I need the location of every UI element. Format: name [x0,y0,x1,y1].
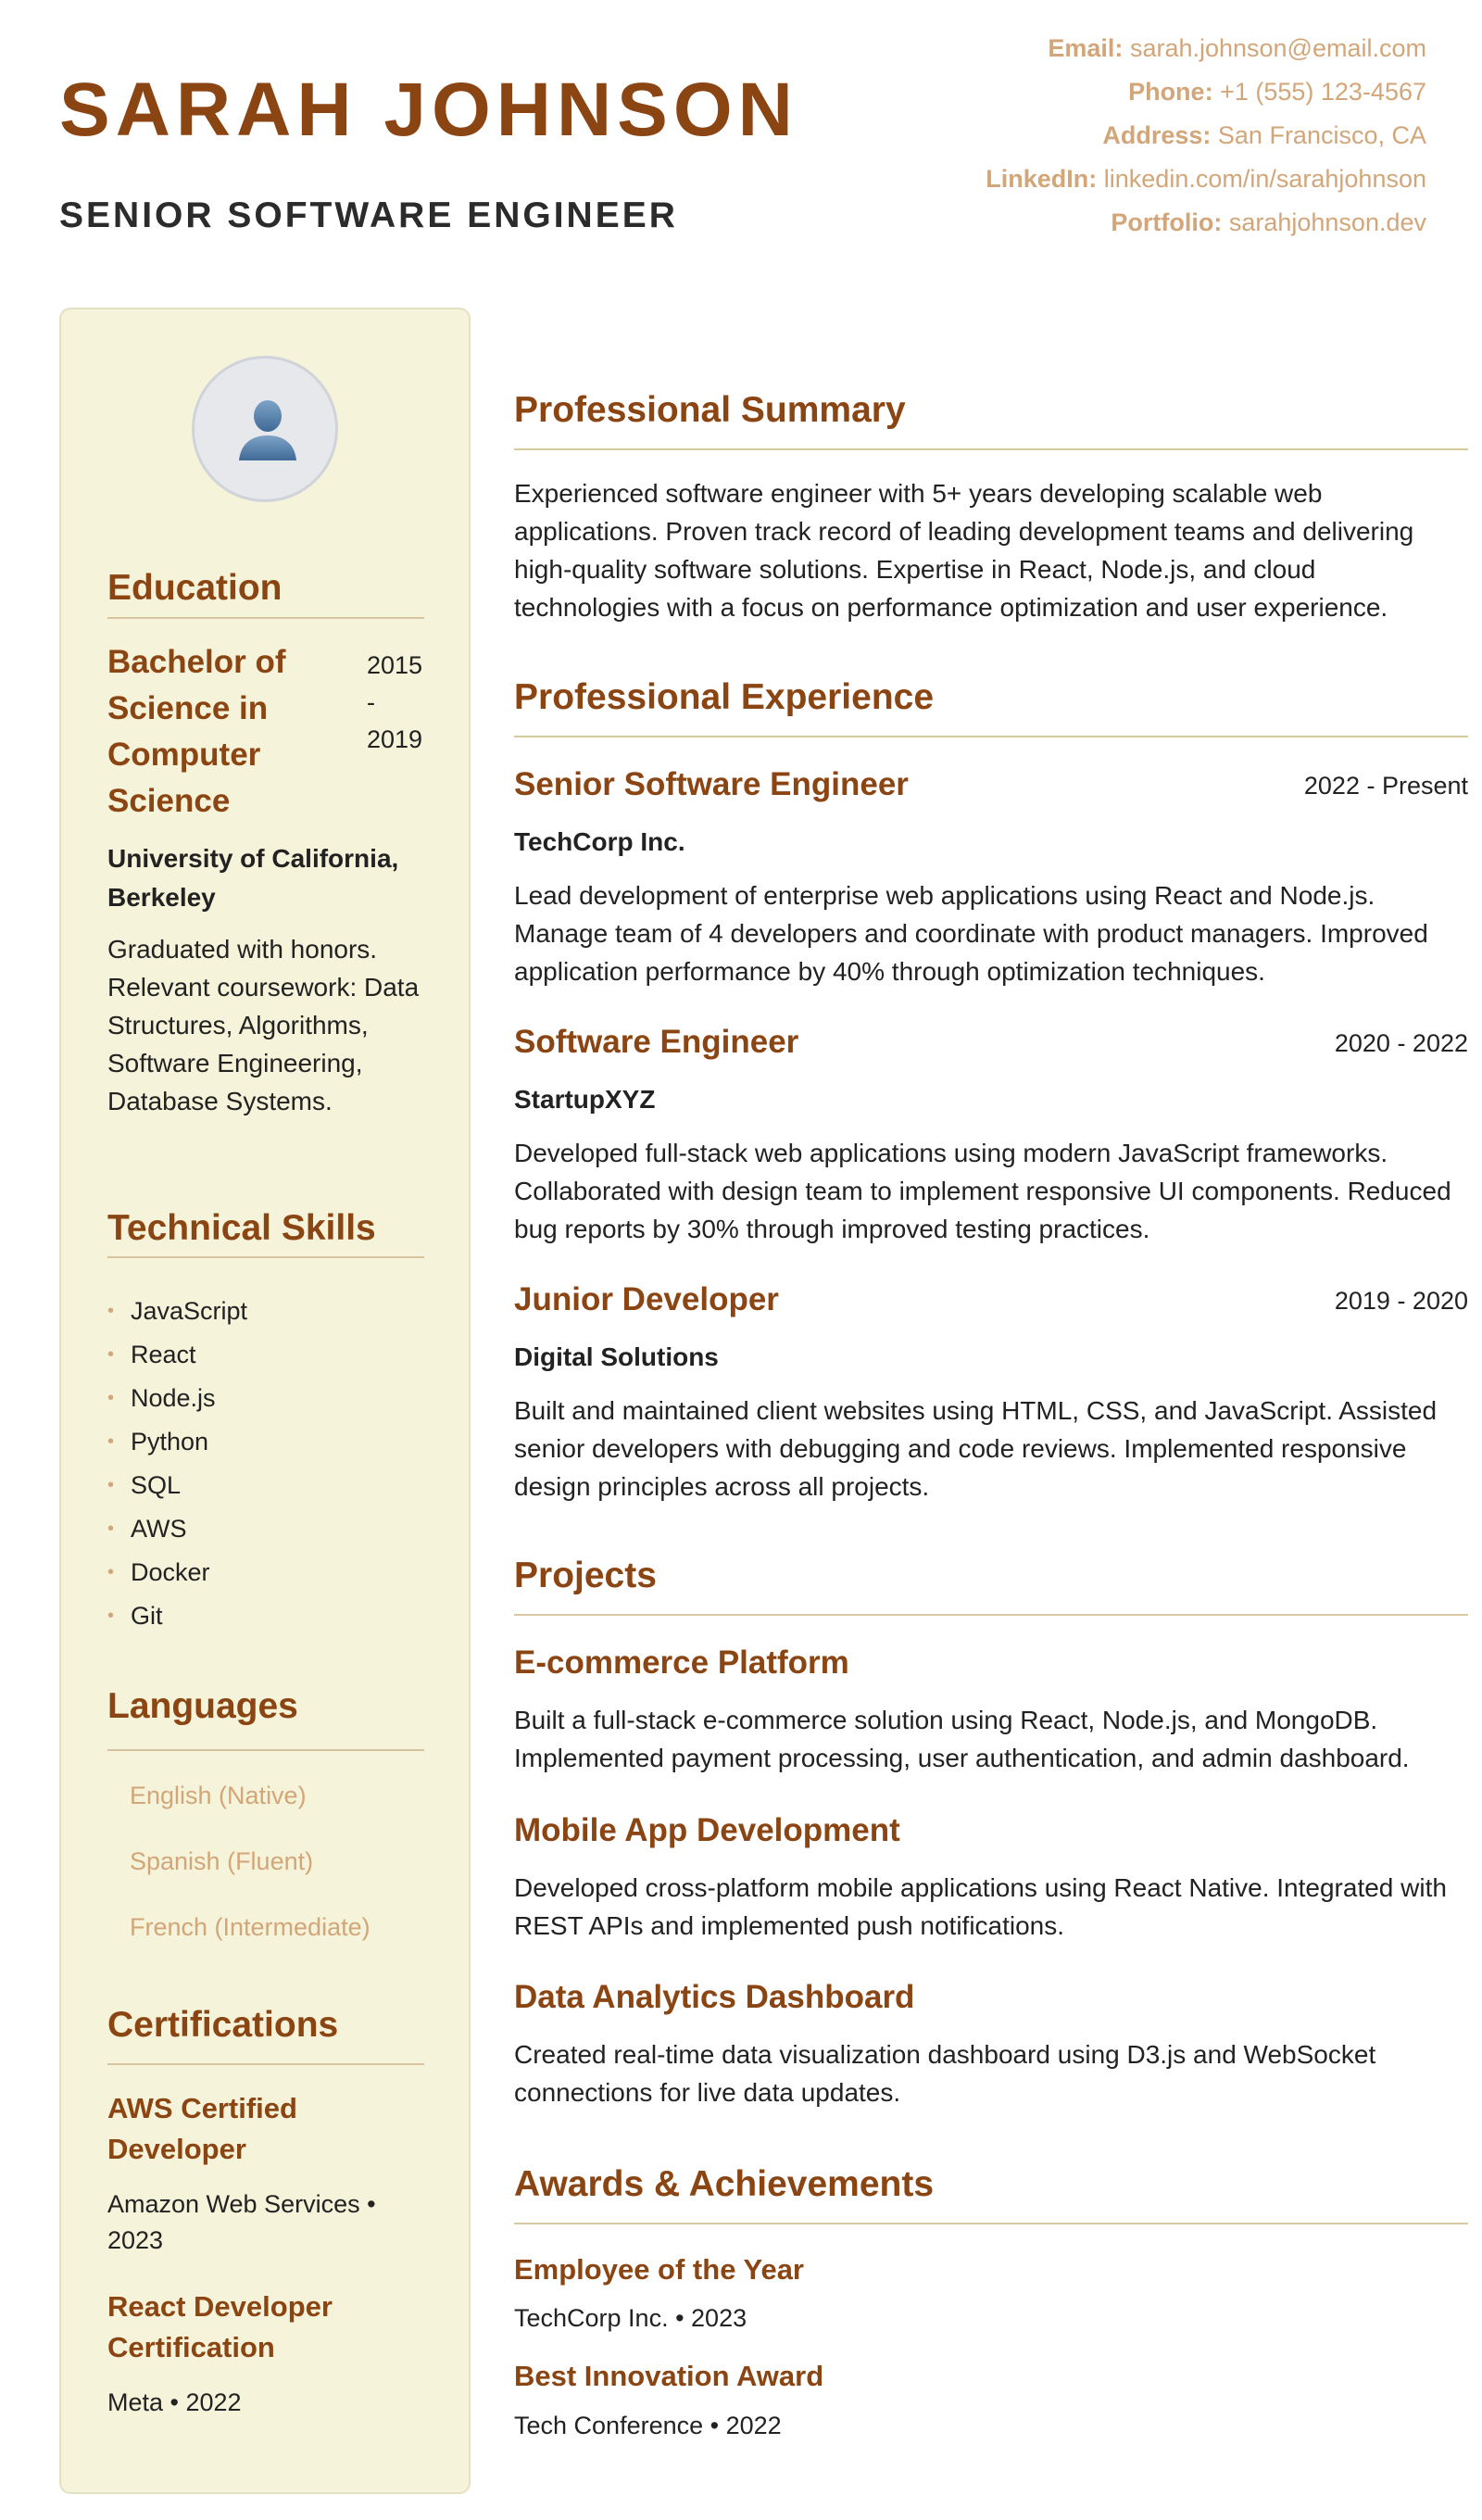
language-item: English (Native) [130,1782,307,1809]
skill-label: Docker [131,1558,210,1586]
contact-email [986,32,1426,75]
job-description: Built and maintained client websites using HTML, CSS, and JavaScript. Assisted senior developers with debugging and code reviews. Implemented responsive design principles across all projects. [514,1396,1438,1501]
language-item: French (Intermediate) [130,1913,370,1941]
contact-email-label: Email: [1048,34,1124,62]
award-title: Employee of the Year [514,2253,804,2286]
skills-list [107,1294,247,1643]
skill-label: AWS [131,1515,187,1543]
certifications-heading: Certifications [107,2005,339,2045]
award-title: Best Innovation Award [514,2360,824,2392]
job-title: Senior Software Engineer [514,766,909,802]
experience-heading: Professional Experience [514,677,935,717]
skill-label: Python [131,1428,209,1455]
education-description: Graduated with honors. Relevant coursework: Data Structures, Algorithms, Software Engineering, Database Systems. [107,935,420,1115]
skill-label: JavaScript [131,1297,248,1325]
skill-label: Git [131,1602,163,1630]
languages-heading: Languages [107,1686,298,1726]
skill-label: Node.js [131,1384,216,1412]
contact-linkedin-value[interactable]: linkedin.com/in/sarahjohnson [1103,165,1426,193]
list-item: • Python [107,1428,209,1455]
resume-header [0,0,1482,296]
certification-name: AWS Certified Developer [107,2092,297,2165]
list-item: • Git [107,1602,163,1630]
job-company: StartupXYZ [514,1085,656,1114]
contact-address-label: Address: [1102,121,1212,149]
job-title: Junior Developer [514,1281,779,1317]
certifications-divider [107,2063,424,2065]
project-description: Developed cross-platform mobile applications using React Native. Integrated with REST APIs and implemented push notifications. [514,1873,1447,1940]
experience-divider [514,736,1468,737]
award-meta: TechCorp Inc. • 2023 [514,2304,747,2332]
project-title: E-commerce Platform [514,1644,849,1681]
contact-portfolio [986,206,1426,249]
list-item: • React [107,1341,196,1368]
list-item: • JavaScript [107,1297,248,1325]
education-divider [107,617,424,619]
awards-divider [514,2223,1468,2224]
job-dates: 2022 - Present [1303,772,1468,800]
job-company: TechCorp Inc. [514,827,685,856]
job-title: Software Engineer [514,1024,799,1060]
list-item: • Node.js [107,1384,216,1412]
contact-info [986,32,1426,249]
summary-divider [514,448,1468,450]
contact-address-value: San Francisco, CA [1217,121,1426,149]
candidate-title: SENIOR SOFTWARE ENGINEER [59,195,678,235]
project-description: Built a full-stack e-commerce solution using React, Node.js, and MongoDB. Implemented payment processing, user authentication, and admin dashboard. [514,1706,1410,1772]
project-title: Data Analytics Dashboard [514,1979,915,2015]
language-item: Spanish (Fluent) [130,1847,314,1875]
candidate-name: SARAH JOHNSON [59,68,798,152]
project-description: Created real-time data visualization dashboard using D3.js and WebSocket connections for live data updates. [514,2040,1376,2107]
contact-linkedin [986,162,1426,206]
contact-portfolio-value[interactable]: sarahjohnson.dev [1228,208,1426,236]
skill-label: React [131,1341,196,1368]
languages-list [130,1779,370,1976]
education-years: 2015 - 2019 [367,651,423,753]
contact-phone-label: Phone: [1128,78,1213,106]
avatar [192,356,338,502]
education-degree: Bachelor of Science in Computer Science [107,644,286,819]
education-university: University of California, Berkeley [107,844,399,912]
certification-name: React Developer Certification [107,2290,333,2363]
contact-phone-value[interactable]: +1 (555) 123-4567 [1220,78,1426,106]
job-dates: 2019 - 2020 [1334,1287,1468,1315]
job-dates: 2020 - 2022 [1334,1029,1468,1057]
contact-address [986,119,1426,162]
skill-label: SQL [131,1471,182,1499]
job-company: Digital Solutions [514,1342,719,1371]
projects-heading: Projects [514,1556,657,1595]
certification-issuer: Meta • 2022 [107,2388,242,2416]
skills-divider [107,1256,424,1258]
job-description: Lead development of enterprise web applications using React and Node.js. Manage team of 4 developers and coordinate with product managers. Improved application performance by 40% through optimization techniques. [514,881,1428,986]
job-description: Developed full-stack web applications using modern JavaScript frameworks. Collaborated with design team to implement responsive UI components. Reduced bug reports by 30% through improved testing practices. [514,1139,1451,1243]
summary-heading: Professional Summary [514,390,906,430]
summary-text: Experienced software engineer with 5+ years developing scalable web applications. Proven track record of leading development teams and delivering high-quality software solutions. Expertise in React, Node.js, and cloud technologies with a focus on performance optimization and user experience. [514,479,1414,622]
sidebar [59,308,471,2494]
list-item: • SQL [107,1471,182,1499]
list-item: • Docker [107,1558,210,1586]
project-title: Mobile App Development [514,1812,900,1848]
projects-divider [514,1614,1468,1616]
skills-heading: Technical Skills [107,1208,376,1248]
awards-heading: Awards & Achievements [514,2164,935,2204]
list-item: • AWS [107,1515,187,1543]
education-heading: Education [107,568,283,608]
contact-portfolio-label: Portfolio: [1111,208,1223,236]
languages-divider [107,1749,424,1751]
certification-issuer: Amazon Web Services • 2023 [107,2190,376,2254]
contact-phone [986,75,1426,119]
contact-linkedin-label: LinkedIn: [986,165,1098,193]
user-silhouette-icon [232,394,304,466]
contact-email-value[interactable]: sarah.johnson@email.com [1129,34,1426,62]
award-meta: Tech Conference • 2022 [514,2412,782,2439]
